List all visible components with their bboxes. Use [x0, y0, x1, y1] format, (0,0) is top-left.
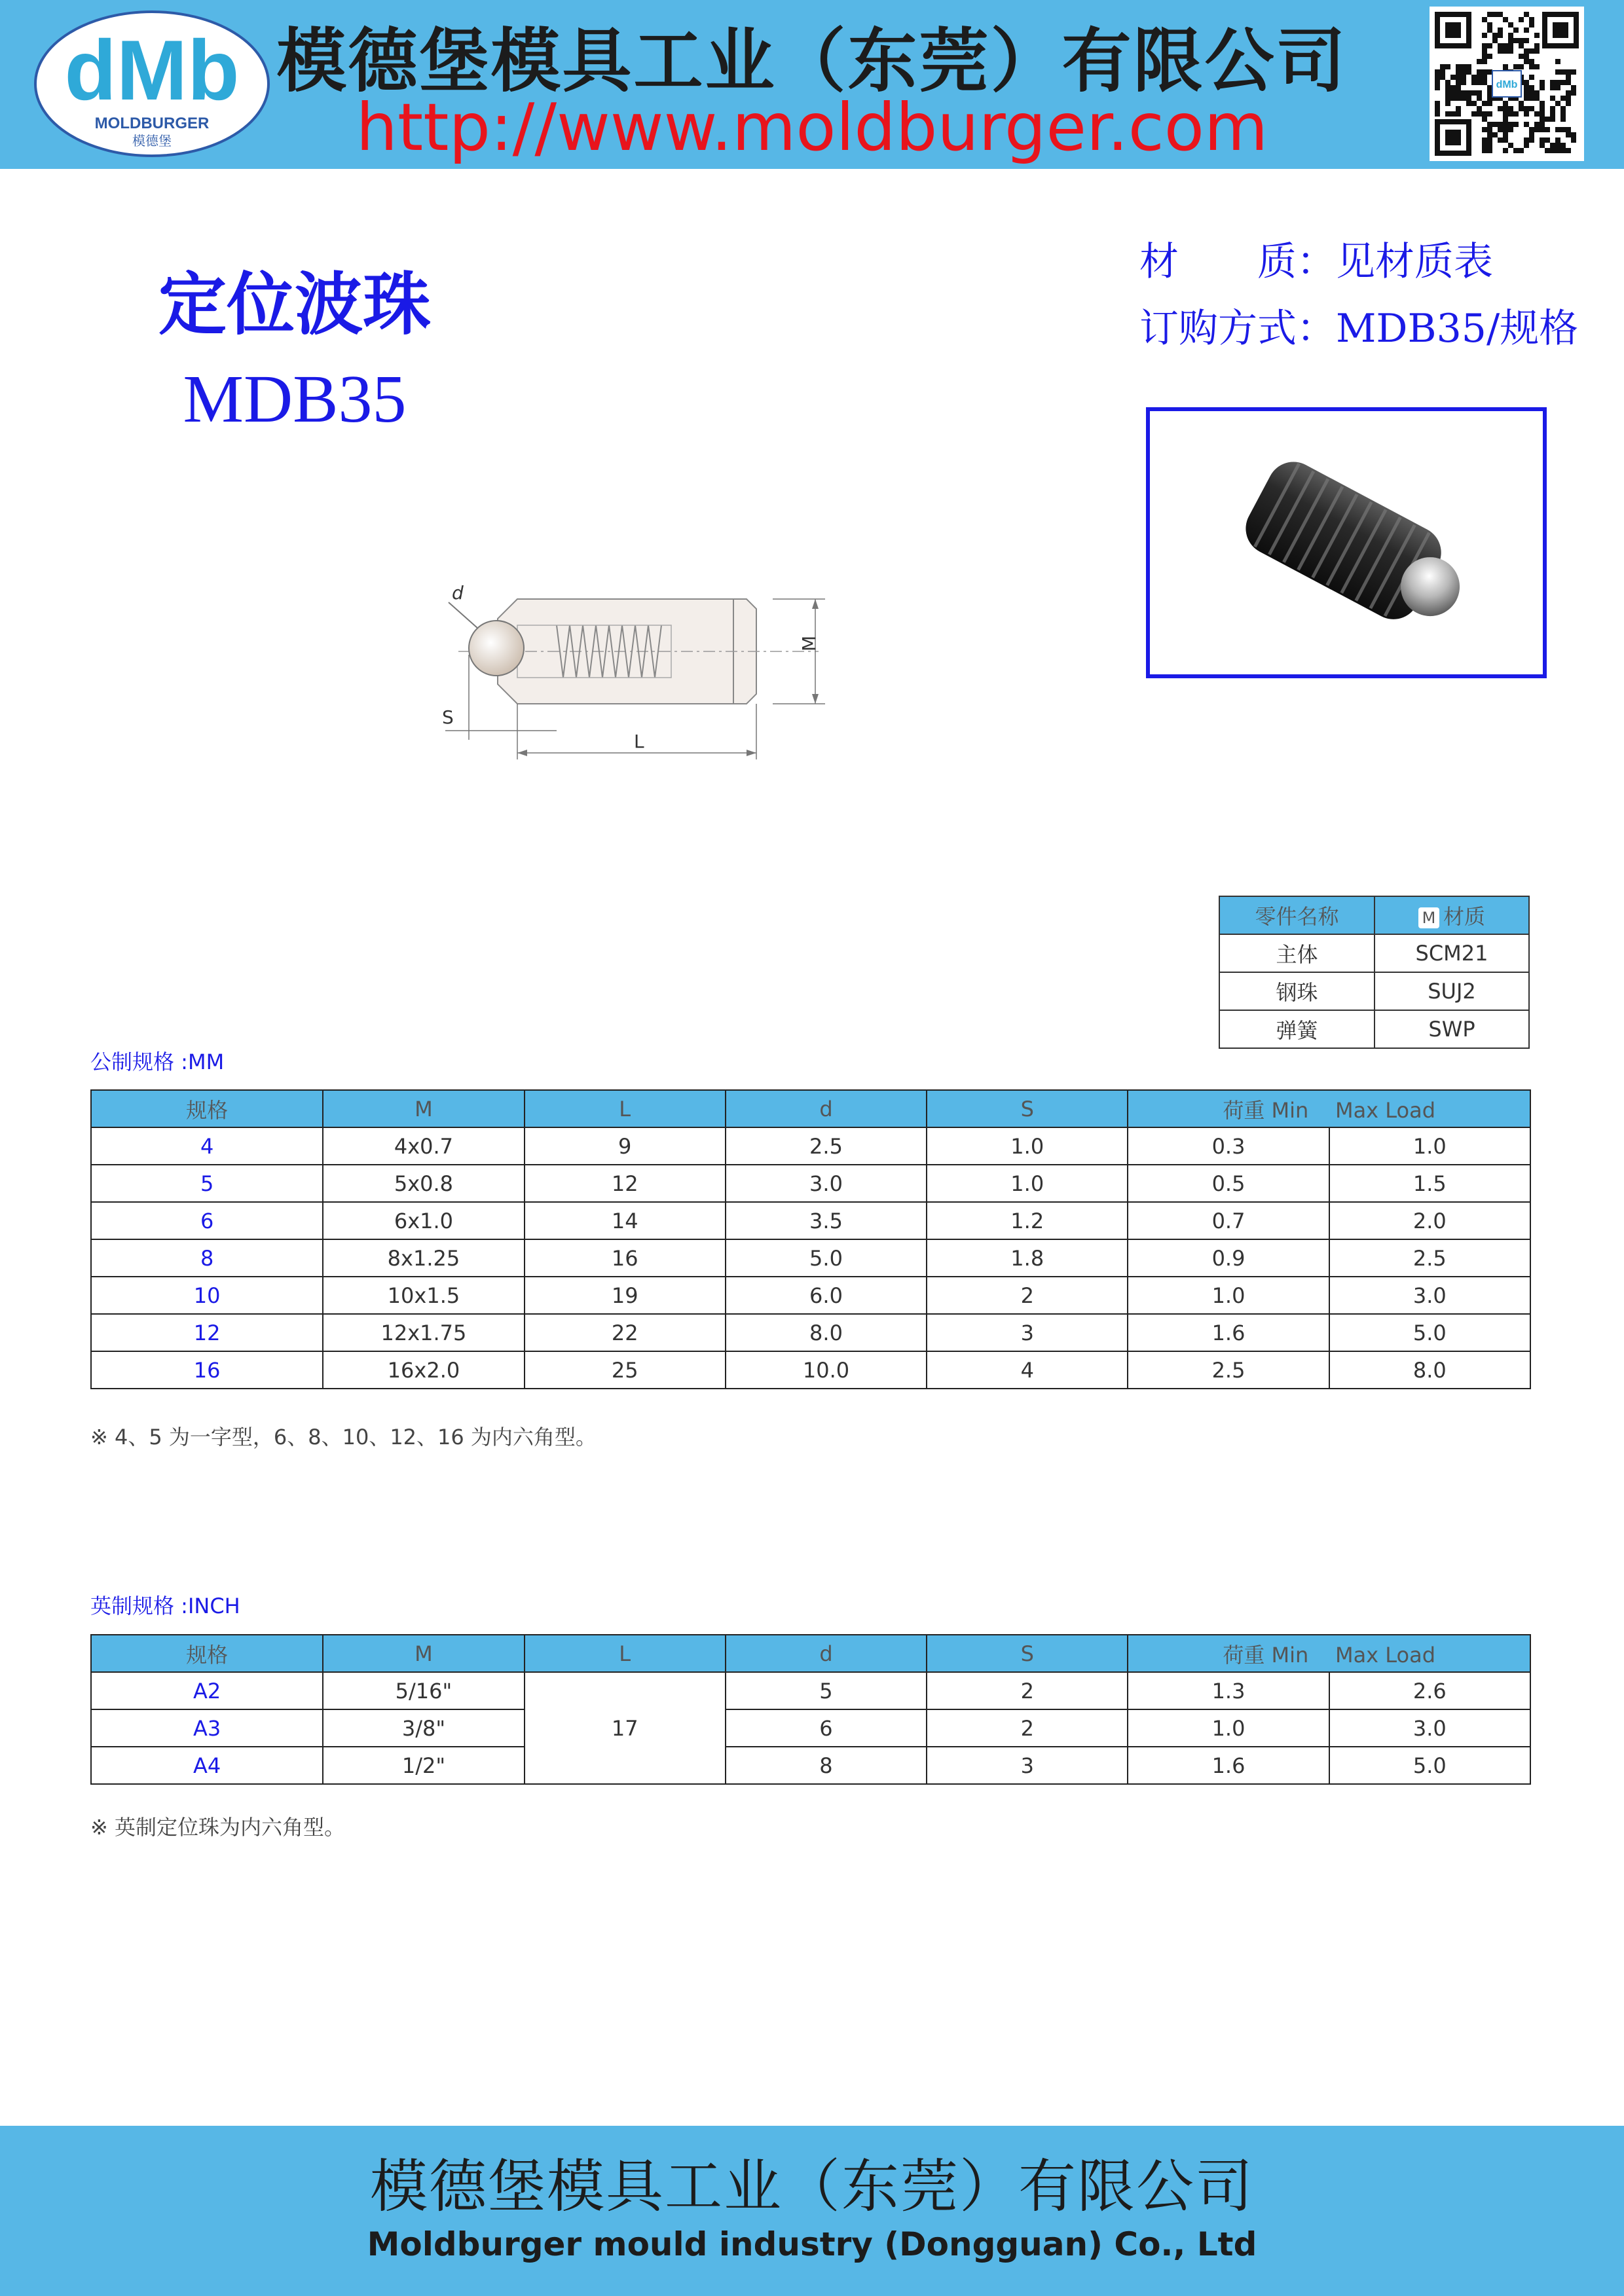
header-m: M	[323, 1635, 524, 1672]
spec-size: 5	[91, 1165, 323, 1202]
spec-min-load: 1.0	[1128, 1277, 1329, 1314]
spec-min-load: 0.3	[1128, 1127, 1329, 1165]
metric-section-label: 公制规格 :MM	[90, 1049, 225, 1074]
table-row	[91, 1314, 1530, 1351]
spec-min-load: 1.0	[1128, 1709, 1329, 1747]
header-company-name: 模德堡模具工业（东莞）有限公司	[276, 21, 1348, 101]
spec-d: 8	[726, 1747, 927, 1784]
qr-badge: dMb	[1496, 79, 1518, 90]
spec-m: 1/2"	[323, 1747, 524, 1784]
spec-size: 4	[91, 1127, 323, 1165]
table-row	[1219, 972, 1529, 1010]
part-material: SUJ2	[1375, 972, 1529, 1010]
header-d: d	[726, 1090, 927, 1127]
table-row	[1219, 1010, 1529, 1048]
spec-m: 5/16"	[323, 1672, 524, 1709]
spec-max-load: 2.6	[1329, 1672, 1530, 1709]
material-table	[1219, 896, 1530, 1049]
header-url[interactable]: http://www.moldburger.com	[356, 89, 1268, 166]
header-d: d	[726, 1635, 927, 1672]
table-row	[91, 1239, 1530, 1277]
inch-section-label: 英制规格 :INCH	[90, 1594, 240, 1618]
spec-max-load: 3.0	[1329, 1277, 1530, 1314]
drawing-label-s: S	[442, 706, 454, 728]
table-row	[91, 1165, 1530, 1202]
spec-size: 12	[91, 1314, 323, 1351]
part-name: 弹簧	[1219, 1010, 1375, 1048]
part-material: SCM21	[1375, 934, 1529, 972]
spec-size: A2	[91, 1672, 323, 1709]
spec-l: 16	[525, 1239, 726, 1277]
m-badge: M	[1418, 907, 1439, 928]
metric-note: ※ 4、5 为一字型，6、8、10、12、16 为内六角型。	[90, 1425, 597, 1449]
part-material: SWP	[1375, 1010, 1529, 1048]
table-row	[91, 1709, 1530, 1747]
table-row	[91, 1747, 1530, 1784]
spec-min-load: 0.9	[1128, 1239, 1329, 1277]
drawing-label-m: M	[798, 635, 820, 651]
spec-d: 10.0	[726, 1351, 927, 1389]
part-name: 钢珠	[1219, 972, 1375, 1010]
header-l: L	[525, 1635, 726, 1672]
spec-m: 3/8"	[323, 1709, 524, 1747]
spec-d: 6.0	[726, 1277, 927, 1314]
spec-m: 6x1.0	[323, 1202, 524, 1239]
spec-d: 3.5	[726, 1202, 927, 1239]
spec-d: 6	[726, 1709, 927, 1747]
drawing-label-d: d	[452, 582, 464, 604]
logo-letters: dMb	[64, 22, 240, 118]
spec-d: 5	[726, 1672, 927, 1709]
spec-size: A3	[91, 1709, 323, 1747]
spec-d: 2.5	[726, 1127, 927, 1165]
header-s: S	[927, 1090, 1128, 1127]
qr-code[interactable]	[1430, 7, 1584, 161]
header-material-label: 材质	[1443, 904, 1485, 929]
table-row	[91, 1202, 1530, 1239]
spec-min-load: 2.5	[1128, 1351, 1329, 1389]
drawing-label-l: L	[634, 731, 644, 752]
logo-brand: MOLDBURGER	[94, 115, 210, 132]
inch-table-header	[91, 1635, 1530, 1672]
spec-size: 16	[91, 1351, 323, 1389]
spec-l: 22	[525, 1314, 726, 1351]
table-row	[91, 1351, 1530, 1389]
spec-l: 14	[525, 1202, 726, 1239]
spec-d: 5.0	[726, 1239, 927, 1277]
spec-m: 12x1.75	[323, 1314, 524, 1351]
header-material	[1375, 896, 1529, 934]
header-load: 荷重 Min Max Load	[1128, 1090, 1530, 1127]
spec-size: 6	[91, 1202, 323, 1239]
spec-l-shared: 17	[525, 1672, 726, 1784]
metric-spec-table	[90, 1089, 1531, 1389]
spec-s: 3	[927, 1747, 1128, 1784]
spec-min-load: 1.3	[1128, 1672, 1329, 1709]
spec-m: 10x1.5	[323, 1277, 524, 1314]
spec-d: 8.0	[726, 1314, 927, 1351]
spec-min-load: 0.7	[1128, 1202, 1329, 1239]
spec-m: 5x0.8	[323, 1165, 524, 1202]
spec-max-load: 2.5	[1329, 1239, 1530, 1277]
spec-l: 19	[525, 1277, 726, 1314]
spec-s: 1.2	[927, 1202, 1128, 1239]
header-size: 规格	[91, 1090, 323, 1127]
footer-company-en: Moldburger mould industry (Dongguan) Co., Ltd	[367, 2225, 1257, 2263]
material-table-header	[1219, 896, 1529, 934]
logo-cn: 模德堡	[132, 133, 172, 149]
metric-table-header	[91, 1090, 1530, 1127]
spec-m: 8x1.25	[323, 1239, 524, 1277]
spec-max-load: 8.0	[1329, 1351, 1530, 1389]
product-name: 定位波珠	[158, 264, 431, 344]
spec-s: 1.0	[927, 1127, 1128, 1165]
spec-max-load: 5.0	[1329, 1314, 1530, 1351]
spec-s: 1.8	[927, 1239, 1128, 1277]
table-row	[1219, 934, 1529, 972]
spec-min-load: 0.5	[1128, 1165, 1329, 1202]
spec-l: 9	[525, 1127, 726, 1165]
header-l: L	[525, 1090, 726, 1127]
spec-s: 1.0	[927, 1165, 1128, 1202]
footer-company-cn: 模德堡模具工业（东莞）有限公司	[369, 2153, 1254, 2220]
header-part-name: 零件名称	[1219, 896, 1375, 934]
spec-l: 12	[525, 1165, 726, 1202]
spec-size: A4	[91, 1747, 323, 1784]
spec-m: 16x2.0	[323, 1351, 524, 1389]
spec-s: 2	[927, 1277, 1128, 1314]
spec-size: 10	[91, 1277, 323, 1314]
spec-s: 3	[927, 1314, 1128, 1351]
spec-s: 2	[927, 1672, 1128, 1709]
inch-spec-table	[90, 1634, 1531, 1785]
technical-drawing	[426, 576, 832, 766]
header-size: 规格	[91, 1635, 323, 1672]
spec-min-load: 1.6	[1128, 1314, 1329, 1351]
spec-min-load: 1.6	[1128, 1747, 1329, 1784]
inch-note: ※ 英制定位珠为内六角型。	[90, 1815, 345, 1840]
spec-s: 2	[927, 1709, 1128, 1747]
header-s: S	[927, 1635, 1128, 1672]
product-code: MDB35	[183, 361, 407, 437]
spec-l: 25	[525, 1351, 726, 1389]
product-photo	[1146, 407, 1547, 678]
spec-size: 8	[91, 1239, 323, 1277]
order-line: 订购方式：MDB35/规格	[1139, 306, 1579, 352]
table-row	[91, 1277, 1530, 1314]
material-line: 材 质：见材质表	[1139, 239, 1493, 285]
spec-max-load: 3.0	[1329, 1709, 1530, 1747]
spec-d: 3.0	[726, 1165, 927, 1202]
part-name: 主体	[1219, 934, 1375, 972]
spec-max-load: 1.5	[1329, 1165, 1530, 1202]
spec-max-load: 2.0	[1329, 1202, 1530, 1239]
spec-s: 4	[927, 1351, 1128, 1389]
table-row	[91, 1127, 1530, 1165]
header-load: 荷重 Min Max Load	[1128, 1635, 1530, 1672]
company-logo	[33, 9, 272, 158]
spec-max-load: 1.0	[1329, 1127, 1530, 1165]
spec-m: 4x0.7	[323, 1127, 524, 1165]
table-row	[91, 1672, 1530, 1709]
spec-max-load: 5.0	[1329, 1747, 1530, 1784]
header-m: M	[323, 1090, 524, 1127]
